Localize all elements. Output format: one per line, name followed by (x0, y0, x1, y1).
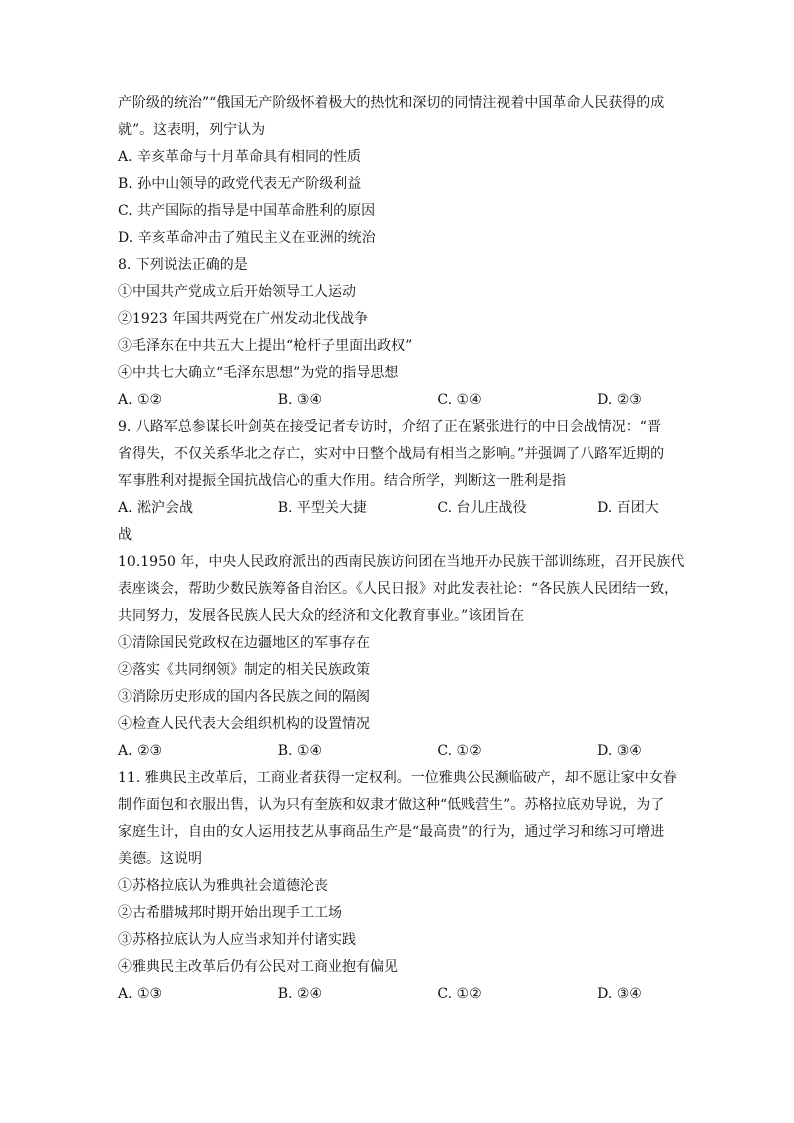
option-c: C. ①④ (437, 392, 482, 408)
option-b: B. ②④ (277, 986, 322, 1002)
answer-options (118, 387, 676, 414)
option-a: A. ①③ (118, 986, 163, 1002)
question-stem: 制作面包和衣服出售，认为只有奎族和奴隶才做这种“低贱营生”。苏格拉底劝导说，为了 (118, 797, 665, 813)
option-d: D. ②③ (597, 392, 642, 408)
option-d-wrap: 战 (118, 527, 132, 543)
answer-options (118, 495, 676, 522)
question-stem: 表座谈会，帮助少数民族筹备自治区。《人民日报》对此发表社论：“各民族人民团结一致， (118, 581, 679, 597)
question-9 (118, 414, 676, 549)
question-stem: 8. 下列说法正确的是 (118, 257, 248, 273)
question-8 (118, 252, 676, 414)
option-a: A. 辛亥革命与十月革命具有相同的性质 (118, 149, 362, 165)
question-stem: 美德。这说明 (118, 851, 202, 867)
option-d: D. 百团大 (597, 500, 659, 516)
statement-item: ①苏格拉底认为雅典社会道德沦丧 (118, 878, 328, 894)
statement-item: ④中共七大确立“毛泽东思想”为党的指导思想 (118, 365, 399, 381)
answer-options (118, 981, 676, 1008)
option-a: A. 淞沪会战 (118, 500, 194, 516)
question-stem: 共同努力，发展各民族人民大众的经济和文化教育事业。”该团旨在 (118, 608, 525, 624)
option-c: C. ①② (437, 743, 482, 759)
question-stem: 军事胜利对提振全国抗战信心的重大作用。结合所学，判断这一胜利是指 (118, 473, 566, 489)
question-7-continued (118, 90, 676, 252)
option-d: D. 辛亥革命冲击了殖民主义在亚洲的统治 (118, 230, 376, 246)
question-10 (118, 549, 685, 765)
option-b: B. 孙中山领导的政党代表无产阶级利益 (118, 176, 362, 192)
option-d: D. ③④ (597, 743, 642, 759)
question-stem: 省得失，不仅关系华北之存亡，实对中日整个战局有相当之影响。”并强调了八路军近期的 (118, 446, 665, 462)
option-a: A. ①② (118, 392, 163, 408)
statement-item: ③苏格拉底认为人应当求知并付诸实践 (118, 932, 356, 948)
question-stem: 9. 八路军总参谋长叶剑英在接受记者专访时，介绍了正在紧张进行的中日会战情况：“晋 (118, 419, 661, 435)
question-stem: 家庭生计，自由的女人运用技艺从事商品生产是“最高贵”的行为，通过学习和练习可增进 (118, 824, 665, 840)
stem-line: 就”。这表明，列宁认为 (118, 122, 266, 138)
option-b: B. 平型关大捷 (277, 500, 367, 516)
statement-item: ①中国共产党成立后开始领导工人运动 (118, 284, 356, 300)
option-b: B. ①④ (277, 743, 322, 759)
option-a: A. ②③ (118, 743, 163, 759)
statement-item: ①清除国民党政权在边疆地区的军事存在 (118, 635, 370, 651)
question-stem: 10.1950 年，中央人民政府派出的西南民族访问团在当地开办民族干部训练班，召开民族代 (118, 554, 685, 570)
option-d: D. ③④ (597, 986, 642, 1002)
option-c: C. 台儿庄战役 (437, 500, 527, 516)
statement-item: ④检查人民代表大会组织机构的设置情况 (118, 716, 370, 732)
statement-item: ②落实《共同纲领》制定的相关民族政策 (118, 662, 370, 678)
option-c: C. 共产国际的指导是中国革命胜利的原因 (118, 203, 376, 219)
statement-item: ④雅典民主改革后仍有公民对工商业抱有偏见 (118, 959, 398, 975)
statement-item: ②古希腊城邦时期开始出现手工工场 (118, 905, 342, 921)
question-stem: 11. 雅典民主改革后，工商业者获得一定权利。一位雅典公民濒临破产，却不愿让家中女眷 (118, 770, 677, 786)
stem-line: 产阶级的统治”“俄国无产阶级怀着极大的热忱和深切的同情注视着中国革命人民获得的成 (118, 95, 665, 111)
statement-item: ③消除历史形成的国内各民族之间的隔阂 (118, 689, 370, 705)
option-c: C. ①② (437, 986, 482, 1002)
question-11 (118, 765, 676, 1008)
answer-options (118, 738, 676, 765)
option-b: B. ③④ (277, 392, 322, 408)
statement-item: ③毛泽东在中共五大上提出“枪杆子里面出政权” (118, 338, 413, 354)
statement-item: ②1923 年国共两党在广州发动北伐战争 (118, 311, 369, 327)
